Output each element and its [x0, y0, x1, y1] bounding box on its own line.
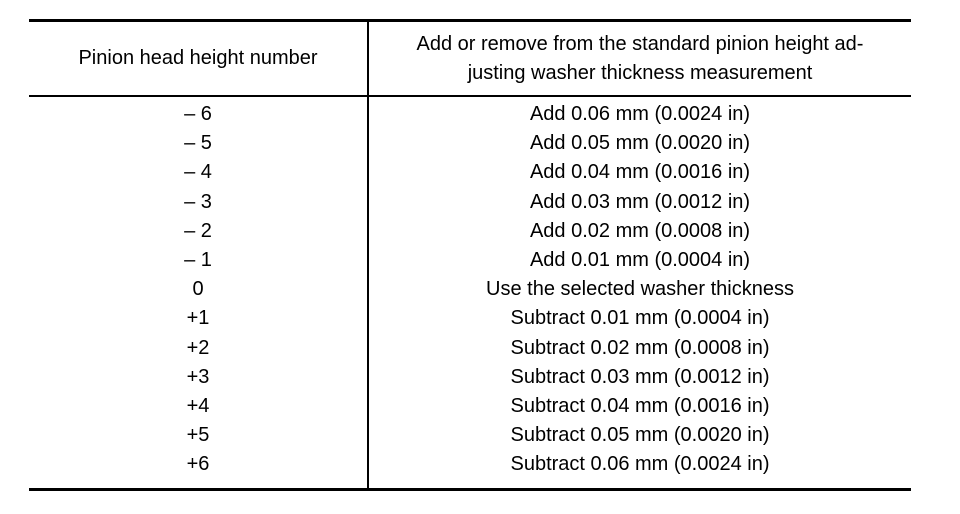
table-row	[29, 304, 911, 333]
table-row	[29, 158, 911, 187]
table-row	[29, 188, 911, 217]
table-row	[29, 96, 911, 129]
table-row	[29, 246, 911, 275]
pinion-number-cell: – 4	[29, 158, 368, 187]
header-row	[29, 21, 911, 97]
table-header	[29, 21, 911, 97]
table-row	[29, 334, 911, 363]
header-washer-adjustment-text	[380, 30, 900, 88]
table-row	[29, 450, 911, 490]
table-row	[29, 129, 911, 158]
pinion-number-cell: – 1	[29, 246, 368, 275]
table-body	[29, 96, 911, 490]
adjustment-cell: Subtract 0.06 mm (0.0024 in)	[368, 450, 911, 490]
adjustment-cell: Subtract 0.03 mm (0.0012 in)	[510, 365, 770, 388]
pinion-number-cell: – 6	[29, 96, 368, 129]
adjustment-cell: Subtract 0.02 mm (0.0008 in)	[510, 336, 770, 359]
adjustment-cell: Add 0.04 mm (0.0016 in)	[529, 161, 751, 184]
adjustment-cell: Subtract 0.04 mm (0.0016 in)	[510, 394, 770, 417]
pinion-number-cell: +4	[29, 392, 368, 421]
pinion-number-cell: +1	[29, 304, 368, 333]
adjustment-cell: Add 0.01 mm (0.0004 in)	[529, 249, 751, 272]
table-row	[29, 217, 911, 246]
adjustment-cell: Subtract 0.01 mm (0.0004 in)	[510, 307, 770, 330]
header-line-2: justing washer thickness measurement	[467, 61, 813, 84]
pinion-adjustment-table	[29, 19, 911, 491]
pinion-number-cell: – 2	[29, 217, 368, 246]
pinion-number-cell: – 3	[29, 188, 368, 217]
adjustment-cell: Add 0.06 mm (0.0024 in)	[529, 103, 751, 126]
adjustment-cell: Use the selected washer thickness	[486, 278, 794, 301]
header-washer-adjustment	[368, 21, 911, 97]
table-row	[29, 392, 911, 421]
header-line-1: Add or remove from the standard pinion height ad-	[416, 32, 864, 55]
table-row	[29, 275, 911, 304]
pinion-number-cell: +6	[29, 450, 368, 490]
pinion-number-cell: 0	[29, 275, 368, 304]
pinion-number-cell: +5	[29, 421, 368, 450]
pinion-number-cell: +2	[29, 334, 368, 363]
table-row	[29, 363, 911, 392]
pinion-number-cell: – 5	[29, 129, 368, 158]
adjustment-table-container	[29, 19, 911, 491]
header-pinion-head-height-number: Pinion head height number	[29, 21, 368, 97]
adjustment-cell: Subtract 0.05 mm (0.0020 in)	[510, 424, 770, 447]
table-row	[29, 421, 911, 450]
adjustment-cell: Add 0.05 mm (0.0020 in)	[529, 132, 751, 155]
adjustment-cell: Add 0.02 mm (0.0008 in)	[529, 219, 751, 242]
pinion-number-cell: +3	[29, 363, 368, 392]
adjustment-cell: Add 0.03 mm (0.0012 in)	[529, 190, 751, 213]
